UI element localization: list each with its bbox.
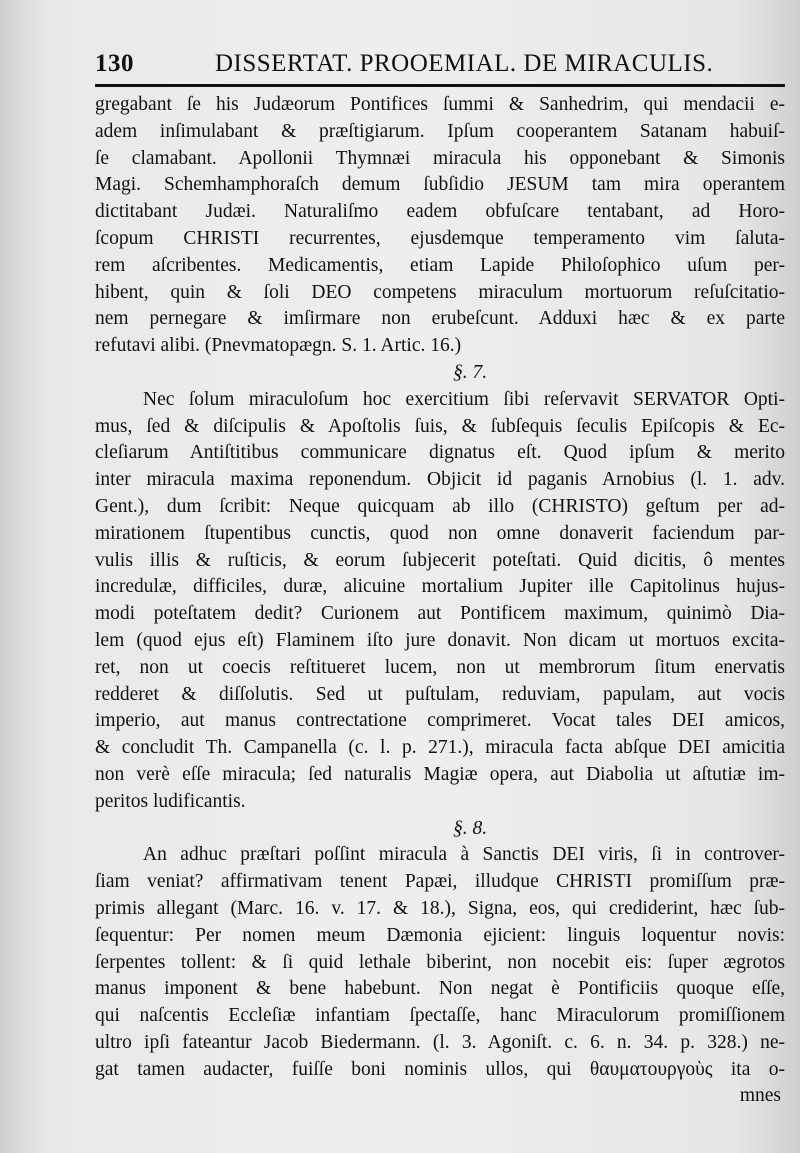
catchword: mnes [739, 1085, 781, 1107]
text-line: An adhuc præſtari poſſint miracula à Sanctis DEI viris, ſi in controver- [143, 844, 785, 866]
page-body [95, 92, 785, 1110]
text-line: dictitabant Judæi. Naturaliſmo eadem obfuſcare tentabant, ad Horo- [95, 201, 785, 223]
text-line: vulis illis & ruſticis, & eorum ſubjecerit poteſtati. Quid dicitis, ô mentes [95, 549, 785, 571]
text-line: gregabant ſe his Judæorum Pontifices ſummi & Sanhedrim, qui mendacii e- [95, 94, 785, 115]
paragraph-2 [95, 387, 785, 816]
text-line: Gent.), dum ſcribit: Neque quicquam ab illo (CHRISTO) geſtum per ad- [95, 495, 785, 517]
page-number: 130 [95, 50, 134, 77]
text-line: non verè eſſe miracula; ſed naturalis Magiæ opera, aut Diabolia ut aſtutiæ im- [95, 763, 785, 785]
text-line: primis allegant (Marc. 16. v. 17. & 18.), Signa, eos, qui crediderint, hæc ſub- [95, 897, 785, 919]
text-line: imperio, aut manus contrectatione comprimeret. Vocat tales DEI amicos, [95, 710, 785, 732]
text-line: peritos ludificantis. [95, 790, 246, 812]
text-line: ret, non ut coecis reſtitueret lucem, non ut membrorum ſitum enervatis [95, 656, 785, 678]
running-title: DISSERTAT. PROOEMIAL. DE MIRACULIS. [215, 50, 714, 77]
text-line: mirationem ſtupentibus cunctis, quod non omne donaverit faciendum par- [95, 522, 785, 544]
text-line: ultro ipſi fateantur Jacob Biedermann. (l. 3. Agoniſt. c. 6. n. 34. p. 328.) ne- [95, 1031, 785, 1053]
header-rule [95, 84, 785, 87]
text-line: refutavi alibi. (Pnevmatopægn. S. 1. Artic. 16.) [95, 335, 462, 357]
text-line: adem inſimulabant & præſtigiarum. Ipſum cooperantem Satanam habuiſ- [95, 120, 785, 142]
section-heading-7: §. 7. [452, 361, 488, 383]
text-line: ſerpentes tollent: & ſi quid lethale biberint, non nocebit eis: ſuper ægrotos [95, 951, 785, 973]
text-line: redderet & diſſolutis. Sed ut puſtulam, reduviam, papulam, aut vocis [95, 683, 785, 705]
text-line: ſequentur: Per nomen meum Dæmonia ejicient: linguis loquentur novis: [95, 924, 785, 946]
text-line: ſe clamabant. Apollonii Thymnæi miracula his opponebant & Simonis [95, 147, 785, 169]
text-line: & concludit Th. Campanella (c. l. p. 271.), miracula facta abſque DEI amicitia [95, 737, 785, 759]
text-line: rem aſcribentes. Medicamentis, etiam Lapide Philoſophico uſum per- [95, 254, 785, 276]
paragraph-3 [95, 842, 785, 1083]
text-line: modi poteſtatem dedit? Curionem aut Pontificem maximum, quinimò Dia- [95, 603, 785, 625]
text-line: qui naſcentis Eccleſiæ infantiam ſpectaſſe, hanc Miraculorum promiſſionem [95, 1005, 785, 1027]
text-line: gat tamen audacter, fuiſſe boni nominis ullos, qui θαυματουργοὺς ita o- [95, 1058, 785, 1080]
text-line: nem pernegare & imſirmare non erubeſcunt. Adduxi hæc & ex parte [95, 308, 785, 330]
text-line: mus, ſed & diſcipulis & Apoſtolis ſuis, & ſubſequis ſeculis Epiſcopis & Ec- [95, 415, 785, 437]
text-line: Nec ſolum miraculoſum hoc exercitium ſibi reſervavit SERVATOR Opti- [143, 388, 785, 410]
text-line: inter miracula maxima reponendum. Objicit id paganis Arnobius (l. 1. adv. [95, 469, 785, 491]
text-line: incredulæ, difficiles, duræ, alicuine mortalium Jupiter ille Capitolinus hujus- [95, 576, 785, 598]
page-header [95, 50, 785, 84]
text-line: manus imponent & bene habebunt. Non negat è Pontificiis quoque eſſe, [95, 978, 785, 1000]
text-line: hibent, quin & ſoli DEO competens miraculum mortuorum reſuſcitatio- [95, 281, 785, 303]
text-line: lem (quod ejus eſt) Flaminem iſto jure donavit. Non dicam ut mortuos excita- [95, 629, 785, 651]
paragraph-1 [95, 92, 785, 360]
text-line: Magi. Schemhamphoraſch demum ſubſidio JESUM tam mira operantem [95, 174, 785, 196]
text-line: ſiam veniat? affirmativam tenent Papæi, illudque CHRISTI promiſſum præ- [95, 871, 785, 893]
text-line: ſcopum CHRISTI recurrentes, ejusdemque temperamento vim ſaluta- [95, 227, 785, 249]
text-line: cleſiarum Antiſtitibus communicare dignatus eſt. Quod ipſum & merito [95, 442, 785, 464]
section-heading-8: §. 8. [452, 817, 488, 839]
